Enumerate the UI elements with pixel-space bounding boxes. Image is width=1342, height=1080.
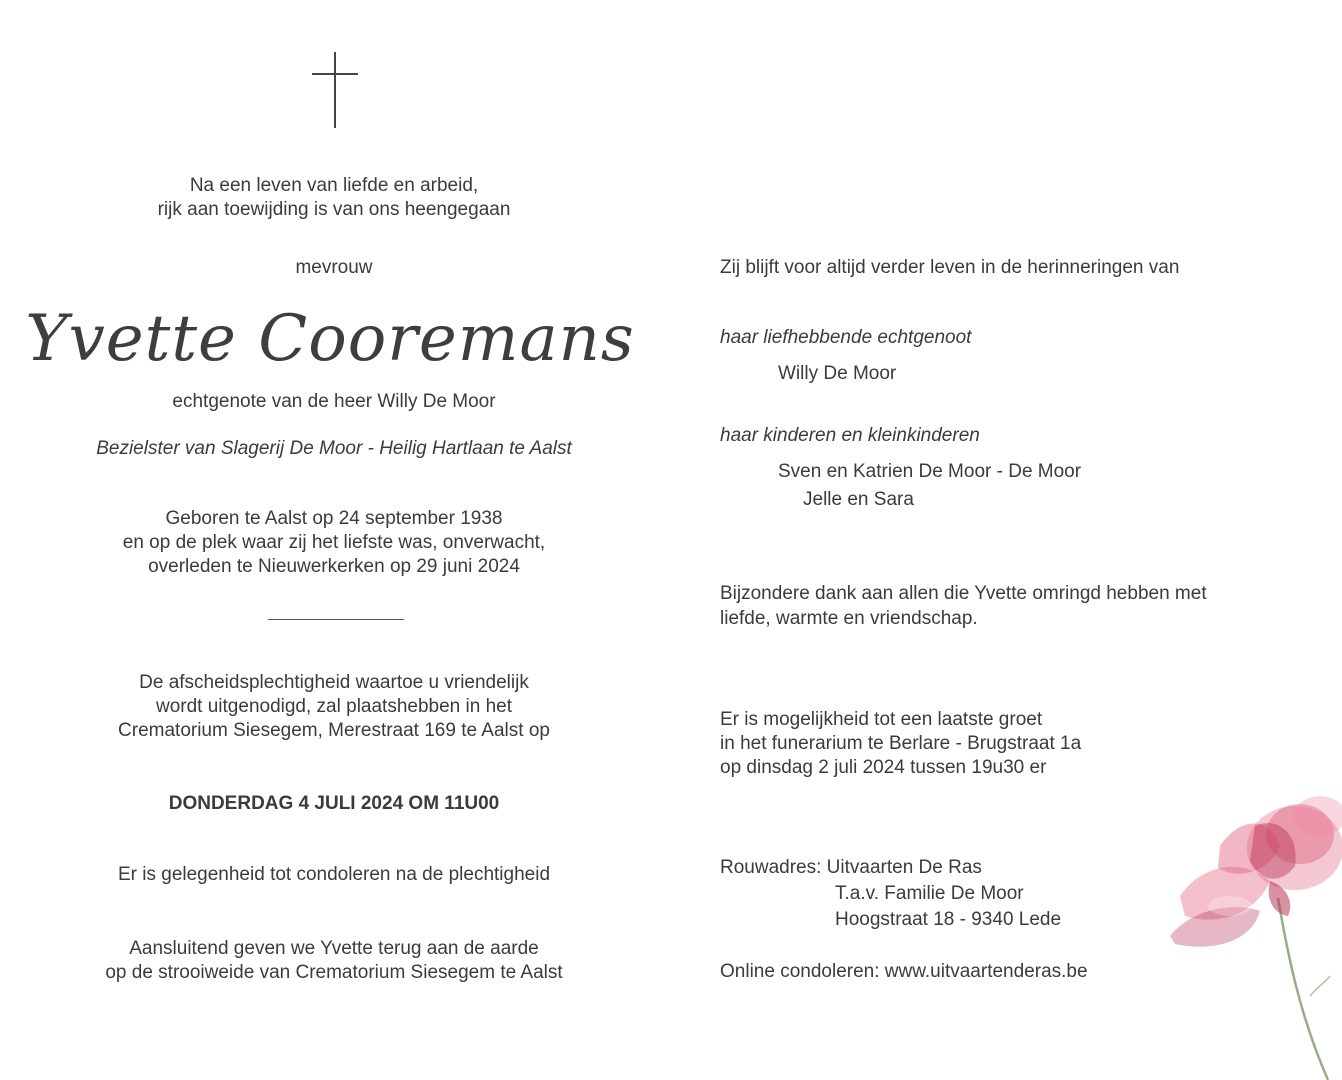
ceremony-line-3: Crematorium Siesegem, Merestraat 169 te Aalst op (118, 720, 550, 741)
memory-line: Zij blijft voor altijd verder leven in de herinneringen van (720, 257, 1180, 278)
children-line-2: Jelle en Sara (803, 489, 914, 510)
role-line: Bezielster van Slagerij De Moor - Heilig Hartlaan te Aalst (96, 438, 572, 459)
spouse-label: haar liefhebbende echtgenoot (720, 327, 972, 348)
visit-line-2: in het funerarium te Berlare - Brugstraat 1a (720, 733, 1082, 754)
intro-line-1: Na een leven van liefde en arbeid, (189, 175, 479, 196)
children-line-1: Sven en Katrien De Moor - De Moor (778, 461, 1082, 482)
died-line-2: overleden te Nieuwerkerken op 29 juni 2024 (148, 556, 520, 577)
divider (268, 619, 404, 620)
intro-line-2: rijk aan toewijding is van ons heengegaan (157, 199, 511, 220)
visit-line-1: Er is mogelijkheid tot een laatste groet (720, 709, 1043, 730)
thanks-line-1: Bijzondere dank aan allen die Yvette omringd hebben met (720, 583, 1207, 604)
ceremony-line-1: De afscheidsplechtigheid waartoe u vriendelijk (139, 672, 529, 693)
address-line-2: T.a.v. Familie De Moor (835, 883, 1024, 904)
ceremony-date: DONDERDAG 4 JULI 2024 OM 11U00 (168, 793, 500, 814)
deceased-name (25, 294, 635, 390)
burial-line-2: op de strooiweide van Crematorium Siesegem te Aalst (105, 962, 563, 983)
address-line-3: Hoogstraat 18 - 9340 Lede (835, 909, 1062, 930)
ceremony-line-2: wordt uitgenodigd, zal plaatshebben in het (156, 696, 512, 717)
visit-line-3: op dinsdag 2 juli 2024 tussen 19u30 er (720, 757, 1047, 778)
flower-icon (1160, 786, 1342, 1080)
title: mevrouw (295, 257, 373, 278)
address-label: Rouwadres: Uitvaarten De Ras (720, 857, 982, 878)
online-condolence: Online condoleren: www.uitvaartenderas.be (720, 961, 1088, 982)
spouse-name: Willy De Moor (778, 363, 897, 384)
burial-line-1: Aansluitend geven we Yvette terug aan de aarde (129, 938, 539, 959)
condolence-line: Er is gelegenheid tot condoleren na de plechtigheid (117, 864, 551, 885)
children-label: haar kinderen en kleinkinderen (720, 425, 980, 446)
thanks-line-2: liefde, warmte en vriendschap. (720, 608, 978, 629)
spouse-line: echtgenote van de heer Willy De Moor (172, 391, 496, 412)
born-line: Geboren te Aalst op 24 september 1938 (165, 508, 503, 529)
svg-text:Yvette Cooremans: Yvette Cooremans (25, 302, 635, 376)
died-line-1: en op de plek waar zij het liefste was, onverwacht, (122, 532, 546, 553)
cross-icon (309, 52, 361, 128)
